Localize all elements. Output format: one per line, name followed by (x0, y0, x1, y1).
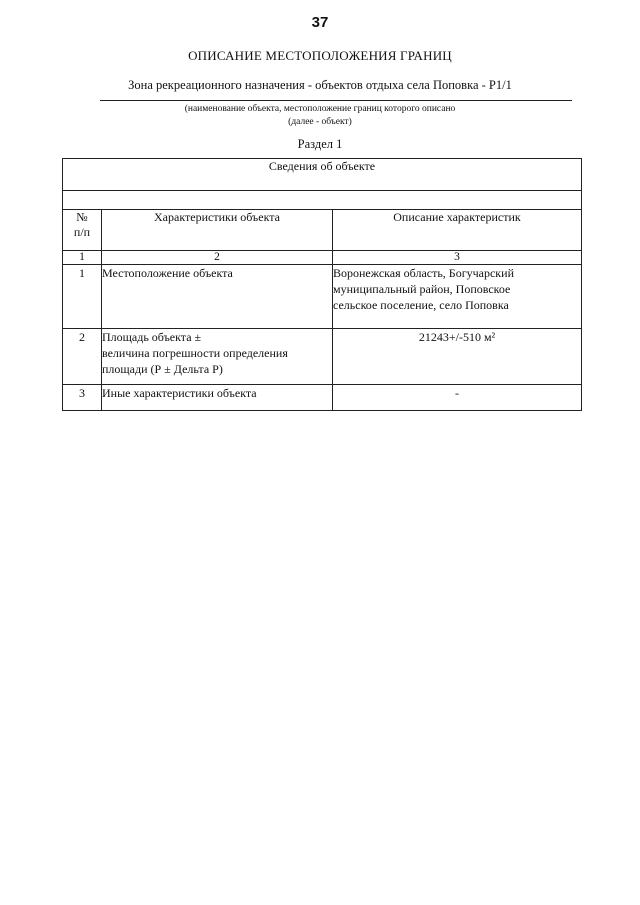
document-title: ОПИСАНИЕ МЕСТОПОЛОЖЕНИЯ ГРАНИЦ (188, 48, 452, 63)
object-info-table (62, 158, 582, 411)
table-row (63, 265, 582, 329)
header-characteristics: Характеристики объекта (102, 210, 333, 251)
table-blank-row (63, 191, 582, 210)
header-number: № п/п (63, 210, 102, 251)
table-header-row (63, 210, 582, 251)
table-row (63, 385, 582, 411)
row-characteristic: Иные характеристики объекта (102, 385, 333, 411)
table-row (63, 329, 582, 385)
caption-line-1: (наименование объекта, местоположение границ которого описано (184, 104, 456, 114)
column-index-1: 1 (63, 251, 102, 265)
section-title: Раздел 1 (297, 137, 343, 151)
column-index-2: 2 (102, 251, 333, 265)
table-title-row (63, 159, 582, 191)
row-description: - (333, 385, 582, 411)
caption-line-2: (далее - объект) (288, 117, 352, 127)
row-description: Воронежская область, Богучарский муниципальный район, Поповское сельское поселение, село Поповка (333, 265, 582, 329)
column-index-3: 3 (333, 251, 582, 265)
row-characteristic: Местоположение объекта (102, 265, 333, 329)
object-name-caption (0, 103, 640, 129)
column-index-row (63, 251, 582, 265)
row-number: 1 (63, 265, 102, 329)
row-description: 21243+/-510 м² (333, 329, 582, 385)
object-name: Зона рекреационного назначения - объектов отдыха села Поповка - Р1/1 (128, 78, 512, 92)
row-number: 2 (63, 329, 102, 385)
page-number: 37 (311, 14, 329, 31)
table-blank-cell (63, 191, 582, 210)
object-name-underline (100, 100, 572, 101)
header-description: Описание характеристик (333, 210, 582, 251)
table-title: Сведения об объекте (63, 159, 582, 191)
row-number: 3 (63, 385, 102, 411)
row-characteristic: Площадь объекта ± величина погрешности определения площади (Р ± Дельта Р) (102, 329, 333, 385)
